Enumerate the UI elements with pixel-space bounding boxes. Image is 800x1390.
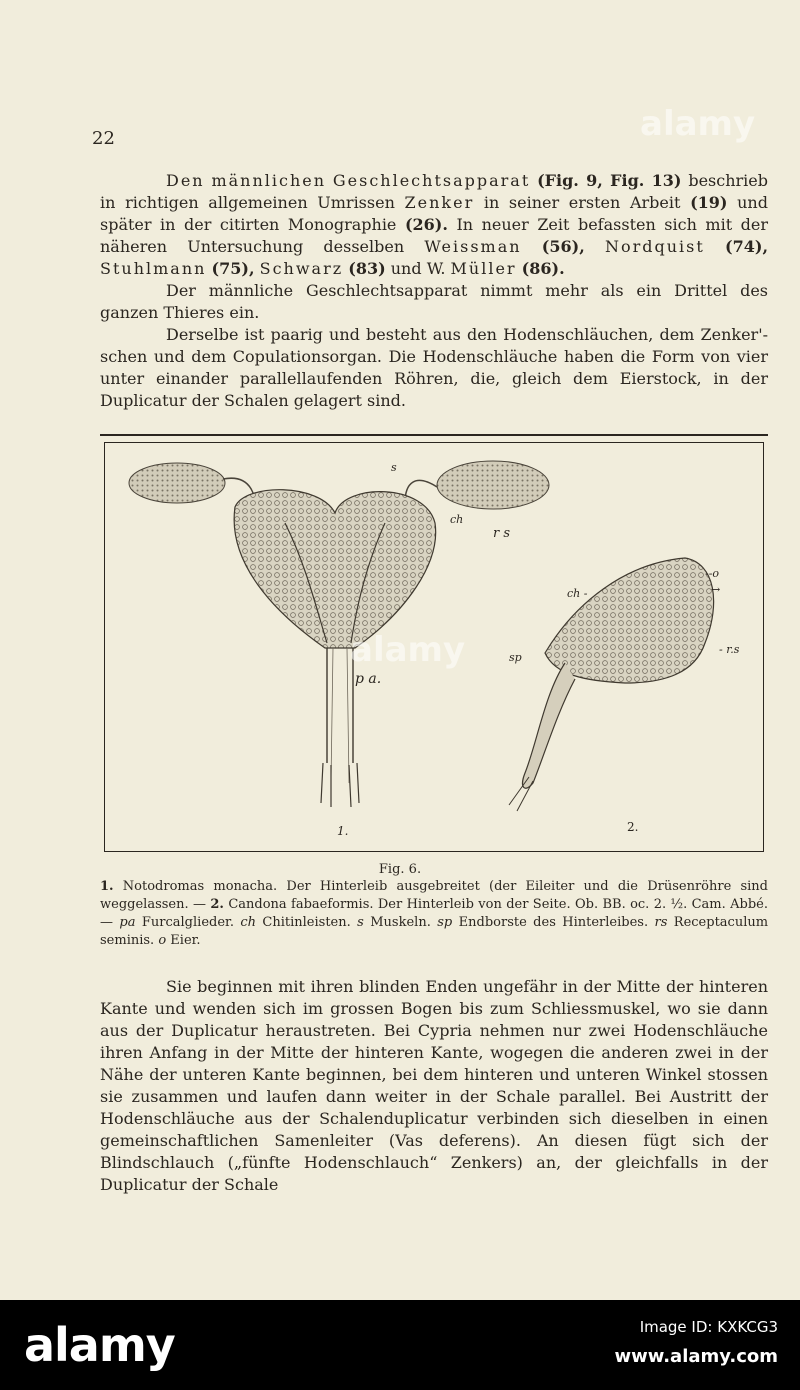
paragraph-1: Den männlichen Geschlechtsapparat (Fig. 9, Fig. 13) beschrieb in richtigen allgemeinen Umrissen Zenker in seiner ersten Arbeit (19) und später in der citirten Monographie (26). In neuer Zeit befassten sich mit der näheren Untersuchung desselben Weissman (56), Nordquist (74), Stuhlmann (75), Schwarz (83) und W. Müller (86). [100, 171, 769, 278]
paragraph-3: Derselbe ist paarig und besteht aus den Hodenschläuchen, dem Zenker'-schen und dem Copulationsorgan. Die Hodenschläuche haben die Form von vier unter einander parallellaufenden Röhren, die, gleich dem Eierstock, in der Duplicatur der Schalen gelagert sind. [100, 325, 768, 410]
watermark-faint-center: alamy [350, 630, 466, 670]
body-text [100, 976, 768, 1196]
label-fig-1: 1. [337, 824, 349, 838]
label-fig-2: 2. [627, 820, 639, 834]
label-rs-2: - r.s [719, 643, 740, 656]
intro-paragraphs [100, 170, 768, 412]
figure-caption: 1. Notodromas monacha. Der Hinterleib ausgebreitet (der Eileiter und die Drüsenröhre sind weggelassen. — 2. Candona fabaeformis. Der Hinterleib von der Seite. Ob. BB. oc. 2. ½. Cam. Abbé. — pa Furcalglieder. ch Chitinleisten. s Muskeln. sp Endborste des Hinterleibes. rs Receptaculum seminis. o Eier. [100, 879, 769, 948]
page-number: 22 [92, 128, 115, 149]
paragraph-2: Der männliche Geschlechtsapparat nimmt mehr als ein Drittel des ganzen Thieres ein. [100, 281, 768, 322]
figure-top-rule [100, 434, 768, 436]
paragraph-4: Sie beginnen mit ihren blinden Enden ungefähr in der Mitte der hinteren Kante und wenden sich im grossen Bogen bis zum Schliessmuskel, wo sie dann aus der Duplicatur heraustreten. Bei Cypria nehmen nur zwei Hodenschläuche ihren Anfang in der Mitte der hinteren Kante, wogegen die anderen zwei in der Nähe der unteren Kante beginnen, bei dem hinteren und unteren Winkel stossen sie zusammen und laufen dann weiter in der Schale parallel. Bei Austritt der Hodenschläuche aus der Schalenduplicatur verbinden sich dieselben in einen gemeinschaftlichen Samenleiter (Vas deferens). An diesen fügt sich der Blindschlauch („fünfte Hodenschlauch“ Zenkers) an, der gleichfalls in der Duplicatur der Schale [100, 977, 768, 1194]
label-pa: p a. [355, 671, 382, 687]
watermark-image-id: Image ID: KXKCG3 [639, 1318, 778, 1336]
figure-title: Fig. 6. [378, 862, 422, 877]
watermark-logo: alamy [24, 1318, 175, 1372]
figure-1-drawing [129, 461, 549, 807]
label-rs: r s [493, 526, 511, 541]
label-ch: ch [450, 513, 464, 526]
watermark-faint-top: alamy [640, 104, 756, 144]
figure-2-drawing [509, 558, 714, 811]
label-s: s [391, 461, 397, 474]
label-ch-2: ch - [567, 587, 588, 600]
label-o: --o [705, 567, 720, 580]
label-sp: sp [509, 651, 522, 664]
watermark-url: www.alamy.com [614, 1346, 778, 1367]
label-arrow: → [711, 583, 721, 596]
